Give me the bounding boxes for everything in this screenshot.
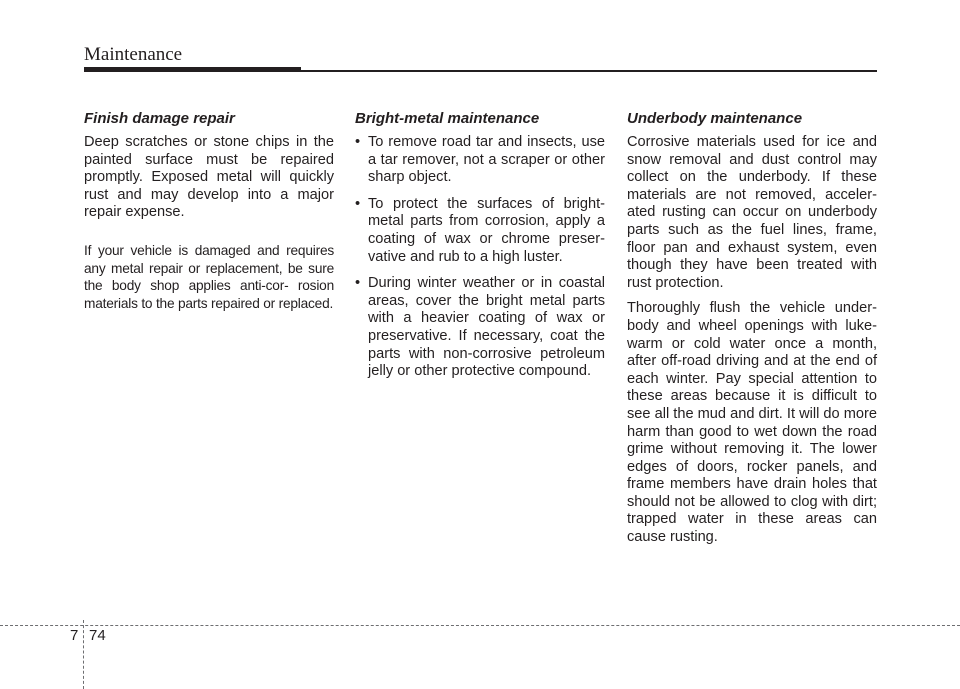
list-item-text: To remove road tar and insects, use a tar remover, not a scraper or other sharp object. <box>368 134 605 186</box>
finish-damage-paragraph-1: Deep scratches or stone chips in the painted surface must be repaired promptly. Exposed metal will quickly rust and may develop into a major repair expense. <box>84 134 334 221</box>
bright-metal-list <box>355 134 605 381</box>
bullet-icon: • <box>355 134 361 150</box>
section-title: Maintenance <box>84 44 183 65</box>
bullet-icon: • <box>355 195 361 212</box>
finish-damage-paragraph-2: If your vehicle is damaged and requires any metal repair or replacement, be sure the body shop applies anti-cor- rosion materials to the parts repaired or replaced. <box>84 242 334 311</box>
page-number: 74 <box>89 627 106 644</box>
footer-dashed-rule <box>0 625 960 626</box>
header-rule-thin <box>301 70 877 72</box>
underbody-heading: Underbody maintenance <box>627 110 803 127</box>
list-item-text: During winter weather or in coastal areas, cover the bright metal parts with a heavier coating of wax or preservative. If necessary, coat the parts with non-corrosive petroleum jelly or other protective compound. <box>368 275 605 380</box>
underbody-column <box>627 110 877 555</box>
bright-metal-heading: Bright-metal maintenance <box>355 110 540 127</box>
finish-damage-column <box>84 110 334 320</box>
header-rule-thick <box>84 67 301 72</box>
list-item <box>355 196 605 266</box>
bright-metal-column <box>355 110 605 390</box>
underbody-paragraph-1: Corrosive materials used for ice and snow removal and dust control may collect on the underbody. If these materials are not removed, acceler- ated rusting can occur on underbody parts such as the fuel lines, frame, floor pan and exhaust system, even though they have been treated with rust protection. <box>627 134 877 291</box>
bullet-icon: • <box>355 275 361 292</box>
chapter-number: 7 <box>70 627 79 644</box>
underbody-paragraph-2: Thoroughly flush the vehicle under- body and wheel openings with luke- warm or cold water once a month, after off-road driving and at the end of each winter. Pay special attention to these areas because it is difficult to see all the mud and dirt. It will do more harm than good to wet down the road grime without removing it. The lower edges of doors, rocker panels, and frame members have drain holes that should not be allowed to clog with dirt; trapped water in these areas can cause rusting. <box>627 300 877 546</box>
list-item-text: To protect the surfaces of bright- metal parts from corrosion, apply a coating of wax or chrome preser- vative and rub to a high luster. <box>368 195 605 265</box>
list-item <box>355 134 605 187</box>
footer-dashed-divider <box>83 620 84 689</box>
list-item <box>355 275 605 381</box>
finish-damage-heading: Finish damage repair <box>84 110 235 127</box>
